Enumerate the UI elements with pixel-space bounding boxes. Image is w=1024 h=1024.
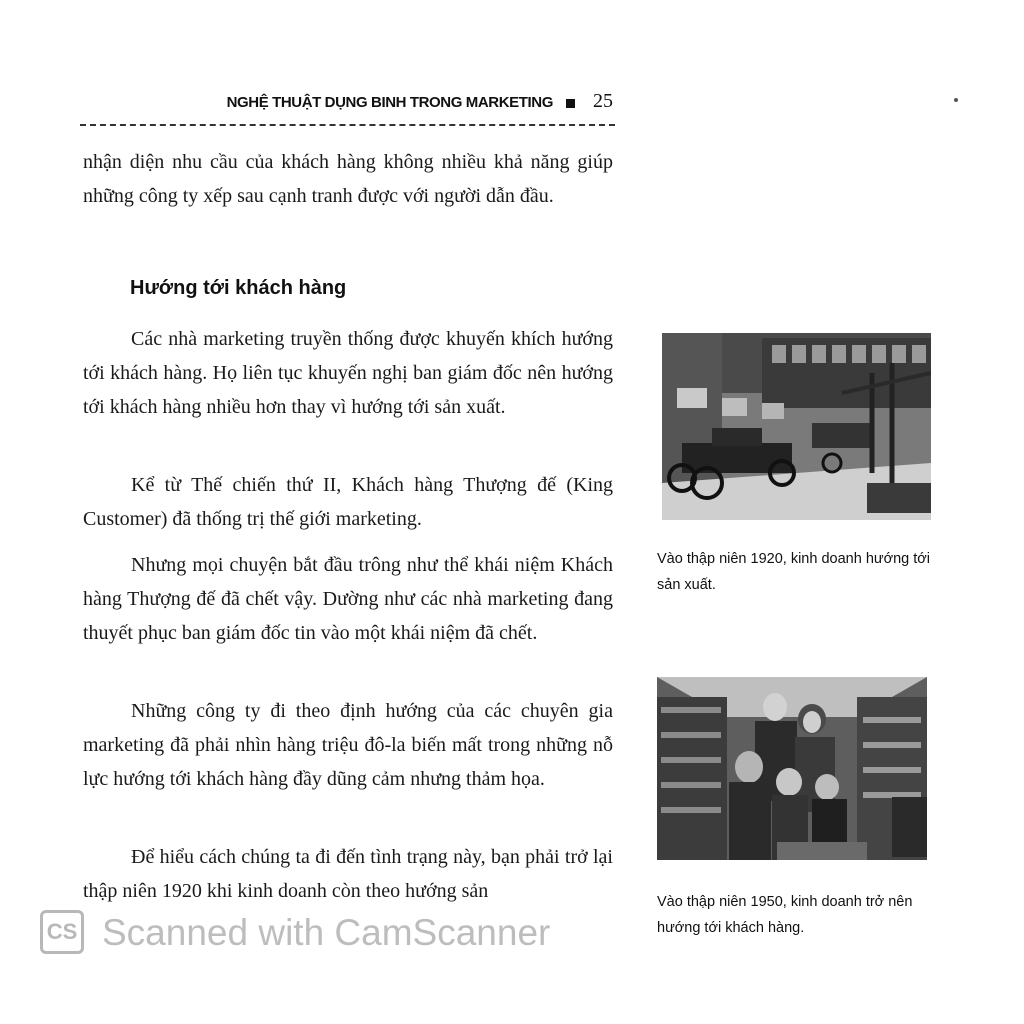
- camscanner-watermark: [40, 910, 560, 956]
- intro-paragraph: nhận diện nhu cầu của khách hàng không nhiều khả năng giúp những công ty xếp sau cạnh tranh được với người dẫn đầu.: [83, 151, 613, 207]
- page-number: 25: [593, 90, 613, 112]
- paragraph-3: Nhưng mọi chuyện bắt đầu trông như thể khái niệm Khách hàng Thượng đế đã chết vậy. Dường như các nhà marketing đang thuyết phục ban giám đốc tin vào một khái niệm đã chết.: [83, 554, 613, 644]
- family-illustration: [657, 677, 927, 860]
- watermark-text: Scanned with CamScanner: [102, 912, 551, 953]
- factory-illustration: [662, 333, 931, 520]
- scan-speck: [954, 98, 958, 102]
- section-title: Hướng tới khách hàng: [130, 277, 347, 299]
- running-header: [80, 88, 615, 126]
- paragraph-1: Các nhà marketing truyền thống được khuyến khích hướng tới khách hàng. Họ liên tục khuyến nghị ban giám đốc nên hướng tới khách hàng nhiều hơn thay vì hướng tới sản xuất.: [83, 328, 613, 418]
- factory-photo: [662, 333, 931, 520]
- paragraph-2: Kể từ Thế chiến thứ II, Khách hàng Thượng đế (King Customer) đã thống trị thế giới marketing.: [83, 474, 613, 530]
- square-bullet-icon: [566, 99, 575, 108]
- figure-caption-2: Vào thập niên 1950, kinh doanh trở nên hướng tới khách hàng.: [657, 894, 913, 936]
- book-title: NGHỆ THUẬT DỤNG BINH TRONG MARKETING: [226, 94, 553, 111]
- paragraph-5: Để hiểu cách chúng ta đi đến tình trạng này, bạn phải trở lại thập niên 1920 khi kinh doanh còn theo hướng sản: [83, 846, 613, 902]
- paragraph-4: Những công ty đi theo định hướng của các chuyên gia marketing đã phải nhìn hàng triệu đô-la biến mất trong những nỗ lực hướng tới khách hàng đầy dũng cảm nhưng thảm họa.: [83, 700, 613, 790]
- camscanner-logo-icon: CS: [40, 910, 84, 954]
- figure-caption-1: Vào thập niên 1920, kinh doanh hướng tới sản xuất.: [657, 551, 931, 593]
- family-supermarket-photo: [657, 677, 927, 860]
